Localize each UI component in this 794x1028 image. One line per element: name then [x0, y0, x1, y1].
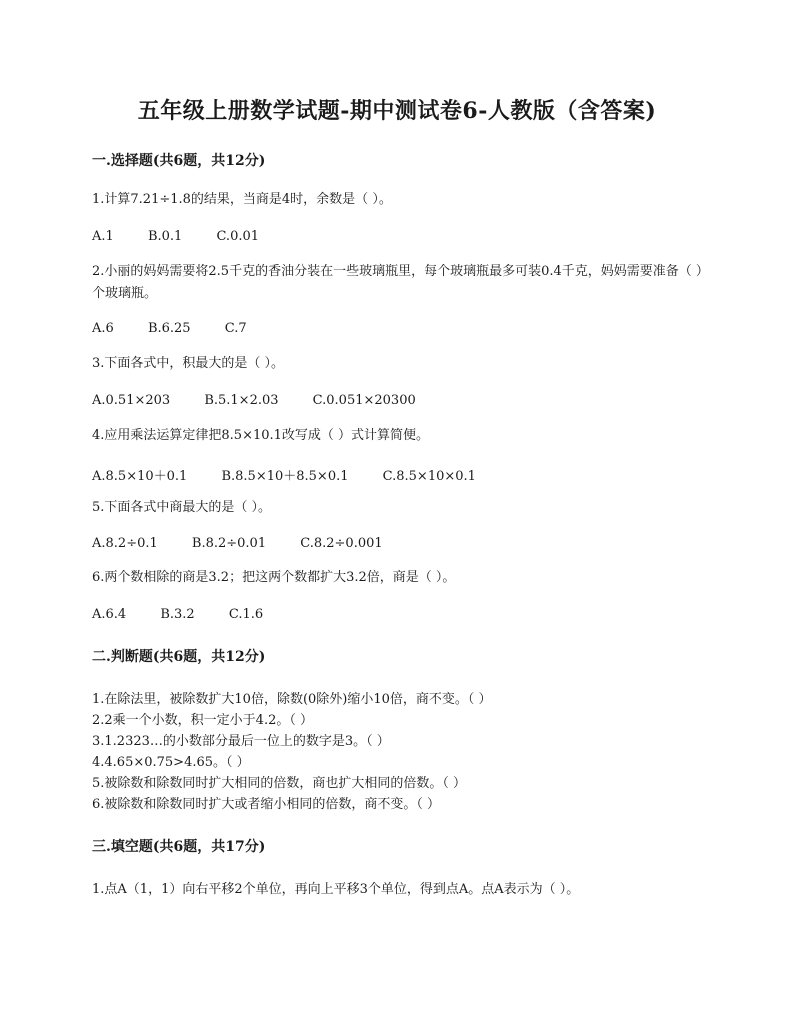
section-heading-fill: 三.填空题(共6题，共17分) — [92, 839, 266, 855]
option-a: A.1 — [92, 229, 114, 244]
choice-question-6: 6.两个数相除的商是3.2；把这两个数都扩大3.2倍，商是（ ）。 — [92, 570, 456, 585]
option-c: C.8.5×10×0.1 — [382, 469, 476, 484]
choice-options-3 — [92, 393, 446, 408]
judge-question-1: 1.在除法里，被除数扩大10倍，除数(0除外)缩小10倍，商不变。（ ） — [92, 692, 492, 707]
option-b: B.3.2 — [160, 607, 195, 622]
option-c: C.0.051×20300 — [312, 393, 416, 408]
option-b: B.5.1×2.03 — [204, 393, 279, 408]
choice-question-3: 3.下面各式中，积最大的是（ ）。 — [92, 356, 285, 371]
option-b: B.6.25 — [147, 321, 191, 336]
choice-options-1 — [92, 229, 289, 244]
choice-options-2 — [92, 321, 277, 336]
option-a: A.6.4 — [92, 607, 127, 622]
choice-question-5: 5.下面各式中商最大的是（ ）。 — [92, 500, 272, 515]
option-b: B.0.1 — [147, 229, 183, 244]
judge-question-2: 2.2乘一个小数，积一定小于4.2。（ ） — [92, 713, 313, 728]
option-c: C.8.2÷0.001 — [300, 536, 383, 551]
choice-question-1: 1.计算7.21÷1.8的结果，当商是4时，余数是（ ）。 — [92, 192, 392, 207]
choice-options-5 — [92, 536, 413, 551]
option-a: A.8.5×10＋0.1 — [92, 469, 188, 484]
choice-options-6 — [92, 607, 293, 622]
choice-options-4 — [92, 465, 506, 484]
choice-question-2: 2.小丽的妈妈需要将2.5千克的香油分装在一些玻璃瓶里，每个玻璃瓶最多可装0.4千克，妈妈需要准备（ ）个玻璃瓶。 — [92, 264, 709, 301]
judge-question-3: 3.1.2323…的小数部分最后一位上的数字是3。（ ） — [92, 734, 390, 749]
judge-question-6: 6.被除数和除数同时扩大或者缩小相同的倍数，商不变。（ ） — [92, 797, 441, 812]
judge-question-5: 5.被除数和除数同时扩大相同的倍数，商也扩大相同的倍数。（ ） — [92, 776, 467, 791]
page-title: 五年级上册数学试题-期中测试卷6-人教版（含答案) — [137, 98, 657, 124]
option-a: A.0.51×203 — [92, 393, 171, 408]
fill-question-1: 1.点A（1，1）向右平移2个单位，再向上平移3个单位，得到点A。点A表示为（ ）。 — [92, 882, 580, 897]
option-a: A.6 — [92, 321, 114, 336]
option-a: A.8.2÷0.1 — [92, 536, 158, 551]
choice-question-4: 4.应用乘法运算定律把8.5×10.1改写成（ ）式计算简便。 — [92, 428, 430, 443]
option-b: B.8.5×10＋8.5×0.1 — [221, 469, 349, 484]
option-b: B.8.2÷0.01 — [191, 536, 267, 551]
option-c: C.0.01 — [216, 229, 260, 244]
section-heading-choice: 一.选择题(共6题，共12分) — [92, 153, 266, 169]
option-c: C.7 — [224, 321, 247, 336]
option-c: C.1.6 — [228, 607, 264, 622]
section-heading-judge: 二.判断题(共6题，共12分) — [92, 649, 266, 665]
judge-question-4: 4.4.65×0.75>4.65。（ ） — [92, 755, 250, 770]
